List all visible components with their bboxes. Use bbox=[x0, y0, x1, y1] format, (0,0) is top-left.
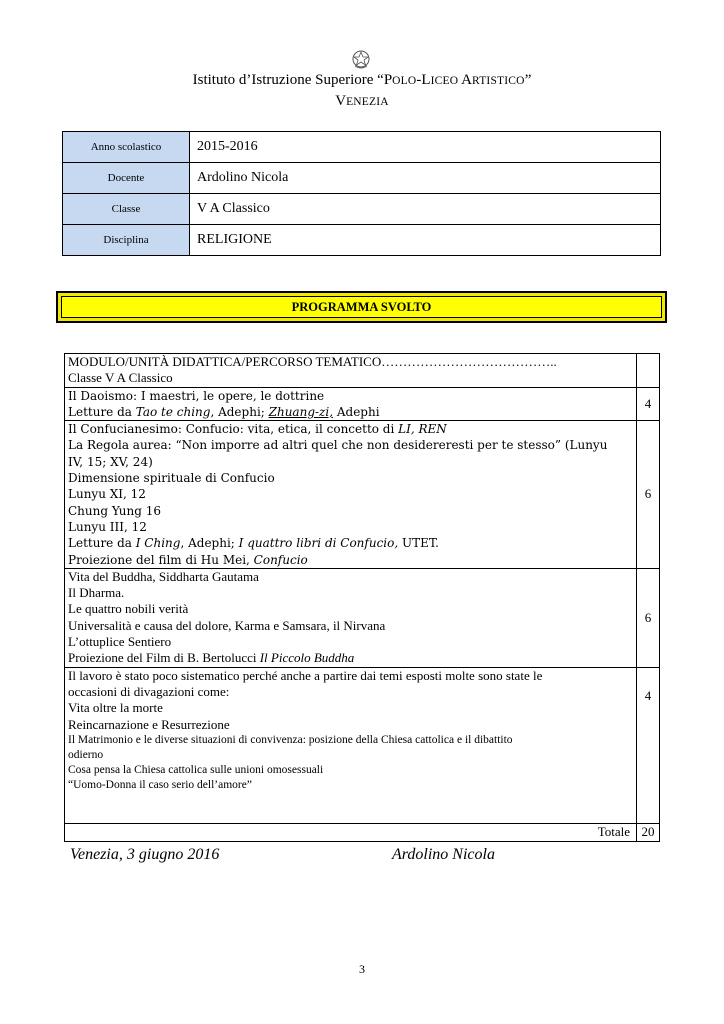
info-label: Classe bbox=[63, 194, 190, 225]
module-content: Vita del Buddha, Siddharta Gautama Il Dharma. Le quattro nobili verità Universalità e causa del dolore, Karma e Samsara, il Nirvana L’ottuplice Sentiero Proiezione del Film di B. Bertolucci Il Piccolo Buddha bbox=[65, 568, 637, 667]
info-value: RELIGIONE bbox=[190, 225, 661, 256]
info-row-subject bbox=[63, 225, 661, 256]
school-city: VENEZIA bbox=[335, 93, 389, 109]
module-row-daoism bbox=[65, 387, 660, 421]
info-label: Docente bbox=[63, 163, 190, 194]
module-row-other-topics bbox=[65, 667, 660, 823]
module-hours: 6 bbox=[637, 421, 660, 569]
total-value: 20 bbox=[637, 823, 660, 841]
program-banner bbox=[56, 291, 667, 323]
info-label: Anno scolastico bbox=[63, 132, 190, 163]
info-value: V A Classico bbox=[190, 194, 661, 225]
info-row-year bbox=[63, 132, 661, 163]
page-number: 3 bbox=[359, 962, 365, 976]
program-header: MODULO/UNITÀ DIDATTICA/PERCORSO TEMATICO………………………………….. Classe V A Classico bbox=[65, 354, 637, 388]
module-hours: 4 bbox=[637, 667, 660, 823]
module-content: Il Confucianesimo: Confucio: vita, etica, il concetto di LI, REN La Regola aurea: “Non imporre ad altri quel che non desidereresti per te stesso” (Lunyu IV, 15; XV, 24) Dimensione spirituale di Confucio Lunyu XI, 12 Chung Yung 16 Lunyu III, 12 Letture da I Ching, Adephi; I quattro libri di Confucio, UTET. Proiezione del film di Hu Mei, Confucio bbox=[65, 421, 637, 569]
module-row-buddhism bbox=[65, 568, 660, 667]
info-label: Disciplina bbox=[63, 225, 190, 256]
info-value: 2015-2016 bbox=[190, 132, 661, 163]
program-table bbox=[64, 353, 660, 842]
republic-emblem-icon bbox=[351, 48, 371, 70]
school-name: Istituto d’Istruzione Superiore “POLO-LICEO ARTISTICO” bbox=[192, 72, 532, 88]
place-date: Venezia, 3 giugno 2016 bbox=[70, 846, 220, 863]
module-content: Il Daoismo: I maestri, le opere, le dottrine Letture da Tao te ching, Adephi; Zhuang-zi, Adephi bbox=[65, 387, 637, 421]
program-banner-title: PROGRAMMA SVOLTO bbox=[61, 296, 662, 318]
info-row-class bbox=[63, 194, 661, 225]
hours-header bbox=[637, 354, 660, 388]
module-hours: 6 bbox=[637, 568, 660, 667]
info-table bbox=[62, 131, 661, 256]
total-row bbox=[65, 823, 660, 841]
signer-name: Ardolino Nicola bbox=[392, 846, 495, 863]
module-content: Il lavoro è stato poco sistematico perché anche a partire dai temi esposti molte sono state le occasioni di divagazioni come: Vita oltre la morte Reincarnazione e Resurrezione Il Matrimonio e le diverse situazioni di convivenza: posizione della Chiesa cattolica e il dibattito odierno Cosa pensa la Chiesa cattolica sulle unioni omosessuali “Uomo-Donna il caso serio dell’amore” bbox=[65, 667, 637, 823]
module-row-confucianism bbox=[65, 421, 660, 569]
total-label: Totale bbox=[65, 823, 637, 841]
info-value: Ardolino Nicola bbox=[190, 163, 661, 194]
module-hours: 4 bbox=[637, 387, 660, 421]
info-row-teacher bbox=[63, 163, 661, 194]
program-header-row bbox=[65, 354, 660, 388]
